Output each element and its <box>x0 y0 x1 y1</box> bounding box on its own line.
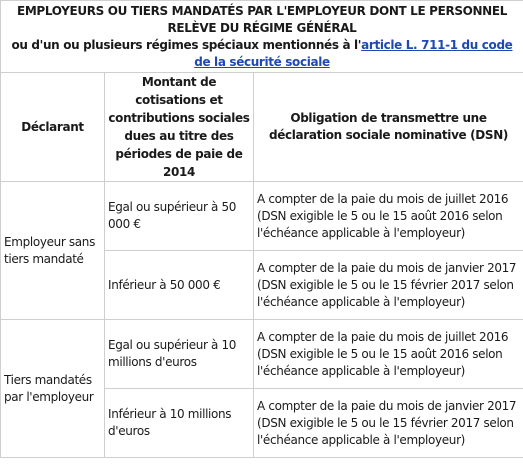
declarant-third-party: Tiers mandatés par l'employeur <box>1 320 105 458</box>
obligation-cell: A compter de la paie du mois de janvier 2017 (DSN exigible le 5 ou le 15 février 2017 selon l'échéance applicable à l'employeur) <box>254 389 523 458</box>
obligation-cell: A compter de la paie du mois de janvier 2017 (DSN exigible le 5 ou le 15 février 2017 selon l'échéance applicable à l'employeur) <box>254 251 523 320</box>
table-row <box>1 320 523 389</box>
amount-cell: Inférieur à 10 millions d'euros <box>105 389 254 458</box>
amount-cell: Inférieur à 50 000 € <box>105 251 254 320</box>
article-link[interactable]: article L. 711-1 du code de la sécurité sociale <box>194 37 513 69</box>
amount-cell: Egal ou supérieur à 10 millions d'euros <box>105 320 254 389</box>
amount-cell: Egal ou supérieur à 50 000 € <box>105 182 254 251</box>
table-row <box>1 182 523 251</box>
obligation-cell: A compter de la paie du mois de juillet 2016 (DSN exigible le 5 ou le 15 août 2016 selon l'échéance applicable à l'employeur) <box>254 182 523 251</box>
header-declarant: Déclarant <box>1 73 105 182</box>
obligation-cell: A compter de la paie du mois de juillet 2016 (DSN exigible le 5 ou le 15 août 2016 selon l'échéance applicable à l'employeur) <box>254 320 523 389</box>
header-row <box>1 73 523 182</box>
table-title <box>1 1 523 73</box>
title-line1: EMPLOYEURS OU TIERS MANDATÉS PAR L'EMPLOYEUR DONT LE PERSONNEL RELÈVE DU RÉGIME GÉNÉRAL <box>16 3 508 35</box>
header-obligation: Obligation de transmettre une déclaration sociale nominative (DSN) <box>254 73 523 182</box>
title-line2-prefix: ou d'un ou plusieurs régimes spéciaux mentionnés à l' <box>11 37 362 52</box>
header-amount: Montant de cotisations et contributions sociales dues au titre des périodes de paie de 2014 <box>105 73 254 182</box>
title-row <box>1 1 523 73</box>
declarant-employer: Employeur sans tiers mandaté <box>1 182 105 320</box>
